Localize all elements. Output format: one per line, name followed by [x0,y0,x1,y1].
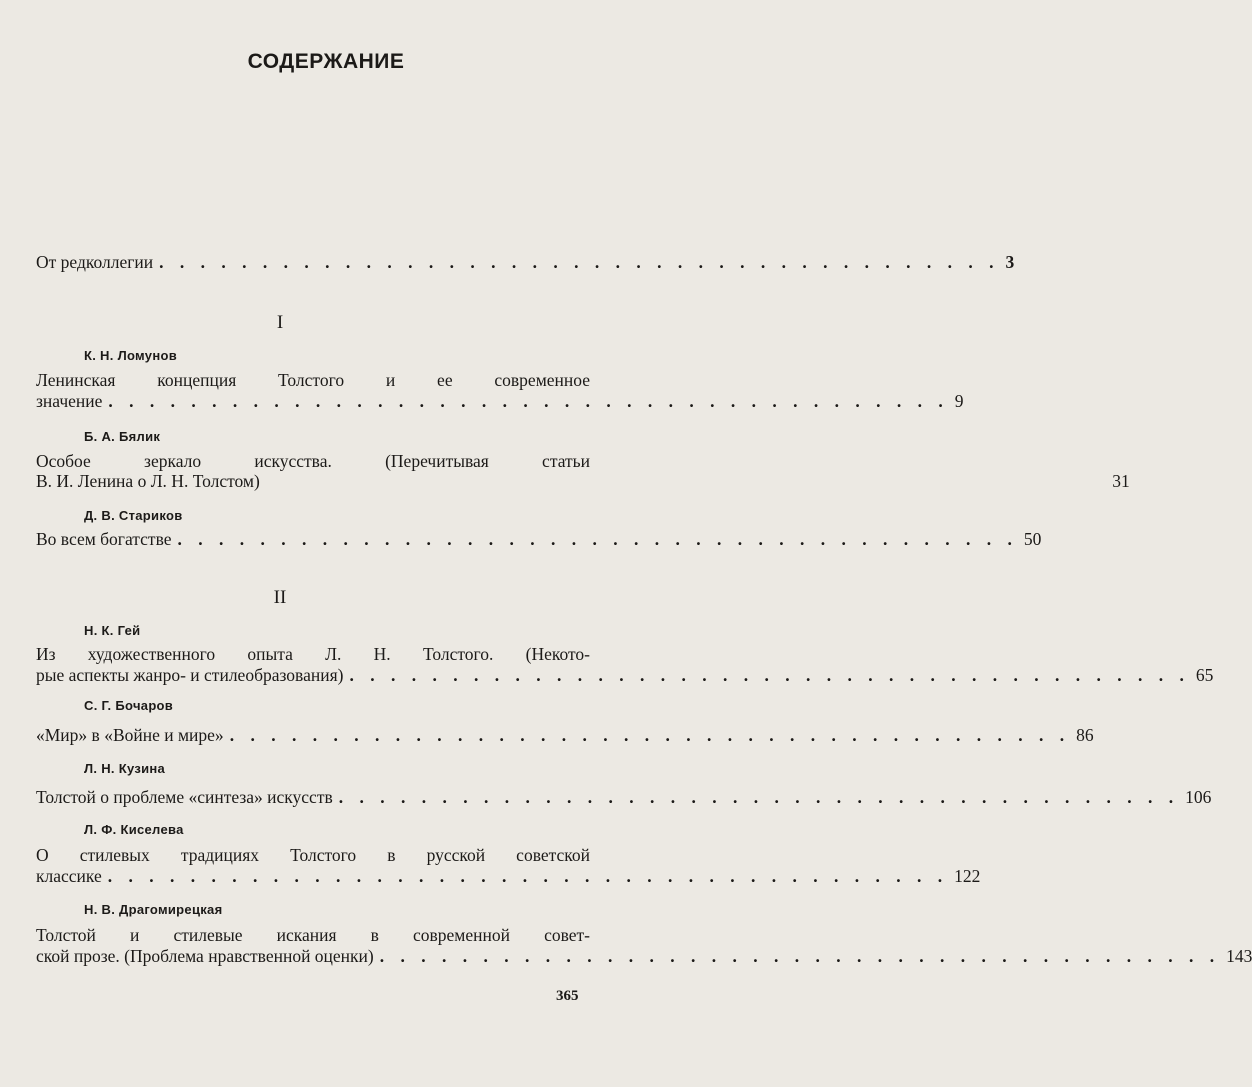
page-number: 143 [1226,946,1252,966]
toc-entry-intro [36,251,1015,273]
dot-leader: . . . . . . . . . . . . . . . . . . . . . . . . . . . . . . . . . . . . . . . . . [108,391,949,411]
entry-author: Л. Ф. Киселева [84,822,184,837]
toc-entry-row [36,470,1130,492]
dot-leader: . . . . . . . . . . . . . . . . . . . . . . . . . . . . . . . . . . . . . . . . . [349,665,1190,685]
page-number: 86 [1076,725,1094,745]
dot-leader: . . . . . . . . . . . . . . . . . . . . . . . . . . . . . . . . . . . . . . . . . [379,946,1221,966]
page-number: 122 [954,866,981,886]
entry-author: Н. К. Гей [84,623,141,638]
entry-author: Б. А. Бялик [84,429,161,444]
entry-title-line: В. И. Ленина о Л. Н. Толстом) [36,471,260,491]
entry-title-line: Ленинская концепция Толстого и ее современное [36,370,590,390]
entry-title-line: ской прозе. (Проблема нравственной оценки) [36,946,374,966]
toc-entry-row [36,664,1214,686]
toc-entry-row [36,724,1094,746]
entry-title: От редколлегии [36,252,154,272]
entry-author: Д. В. Стариков [84,508,183,523]
dot-leader: . . . . . . . . . . . . . . . . . . . . . . . . . . . . . . . . . . . . . . . . . [159,252,1000,272]
entry-title-line: рые аспекты жанро- и стилеобразования) [36,665,344,685]
entry-title-line: О стилевых традициях Толстого в русской советской [36,845,590,865]
entry-title-line: Во всем богатстве [36,529,172,549]
page-number: 9 [954,391,964,411]
entry-author: Н. В. Драгомирецкая [84,902,223,917]
entry-author: С. Г. Бочаров [84,698,174,713]
dot-leader: . . . . . . . . . . . . . . . . . . . . . . . . . . . . . . . . . . . . . . . . . [229,725,1071,745]
toc-entry-row [36,945,1252,967]
page-number: 65 [1195,665,1214,685]
page-title: СОДЕРЖАНИЕ [247,50,405,73]
page-number: 50 [1023,529,1042,549]
entry-title-line: «Мир» в «Войне и мире» [36,725,224,745]
toc-entry-row [36,865,981,887]
entry-title-line: значение [36,391,103,411]
section-heading: I [276,312,284,333]
entry-author: Л. Н. Кузина [84,761,166,776]
entry-title-line: Особое зеркало искусства. (Перечитывая статьи [36,451,590,471]
folio-page-number: 365 [556,988,579,1004]
section-heading: II [273,587,287,608]
entry-author: К. Н. Ломунов [84,348,178,363]
entry-title-line: Из художественного опыта Л. Н. Толстого. (Некото- [36,644,590,664]
entry-title-line: классике [36,866,102,886]
toc-entry-row [36,528,1042,550]
entry-title-line: Толстой и стилевые искания в современной совет- [36,925,590,945]
page-number: 31 [1112,471,1130,491]
entry-title-line: Толстой о проблеме «синтеза» искусств [36,787,333,807]
dot-leader: . . . . . . . . . . . . . . . . . . . . . . . . . . . . . . . . . . . . . . . . . [107,866,949,886]
dot-leader: . . . . . . . . . . . . . . . . . . . . . . . . . . . . . . . . . . . . . . . . . [338,787,1180,807]
dot-leader: . . . . . . . . . . . . . . . . . . . . . . . . . . . . . . . . . . . . . . . . . [177,529,1018,549]
page-number: 106 [1185,787,1212,807]
toc-entry-row [36,786,1212,808]
toc-entry-row [36,390,964,412]
page-number: 3 [1005,252,1015,272]
